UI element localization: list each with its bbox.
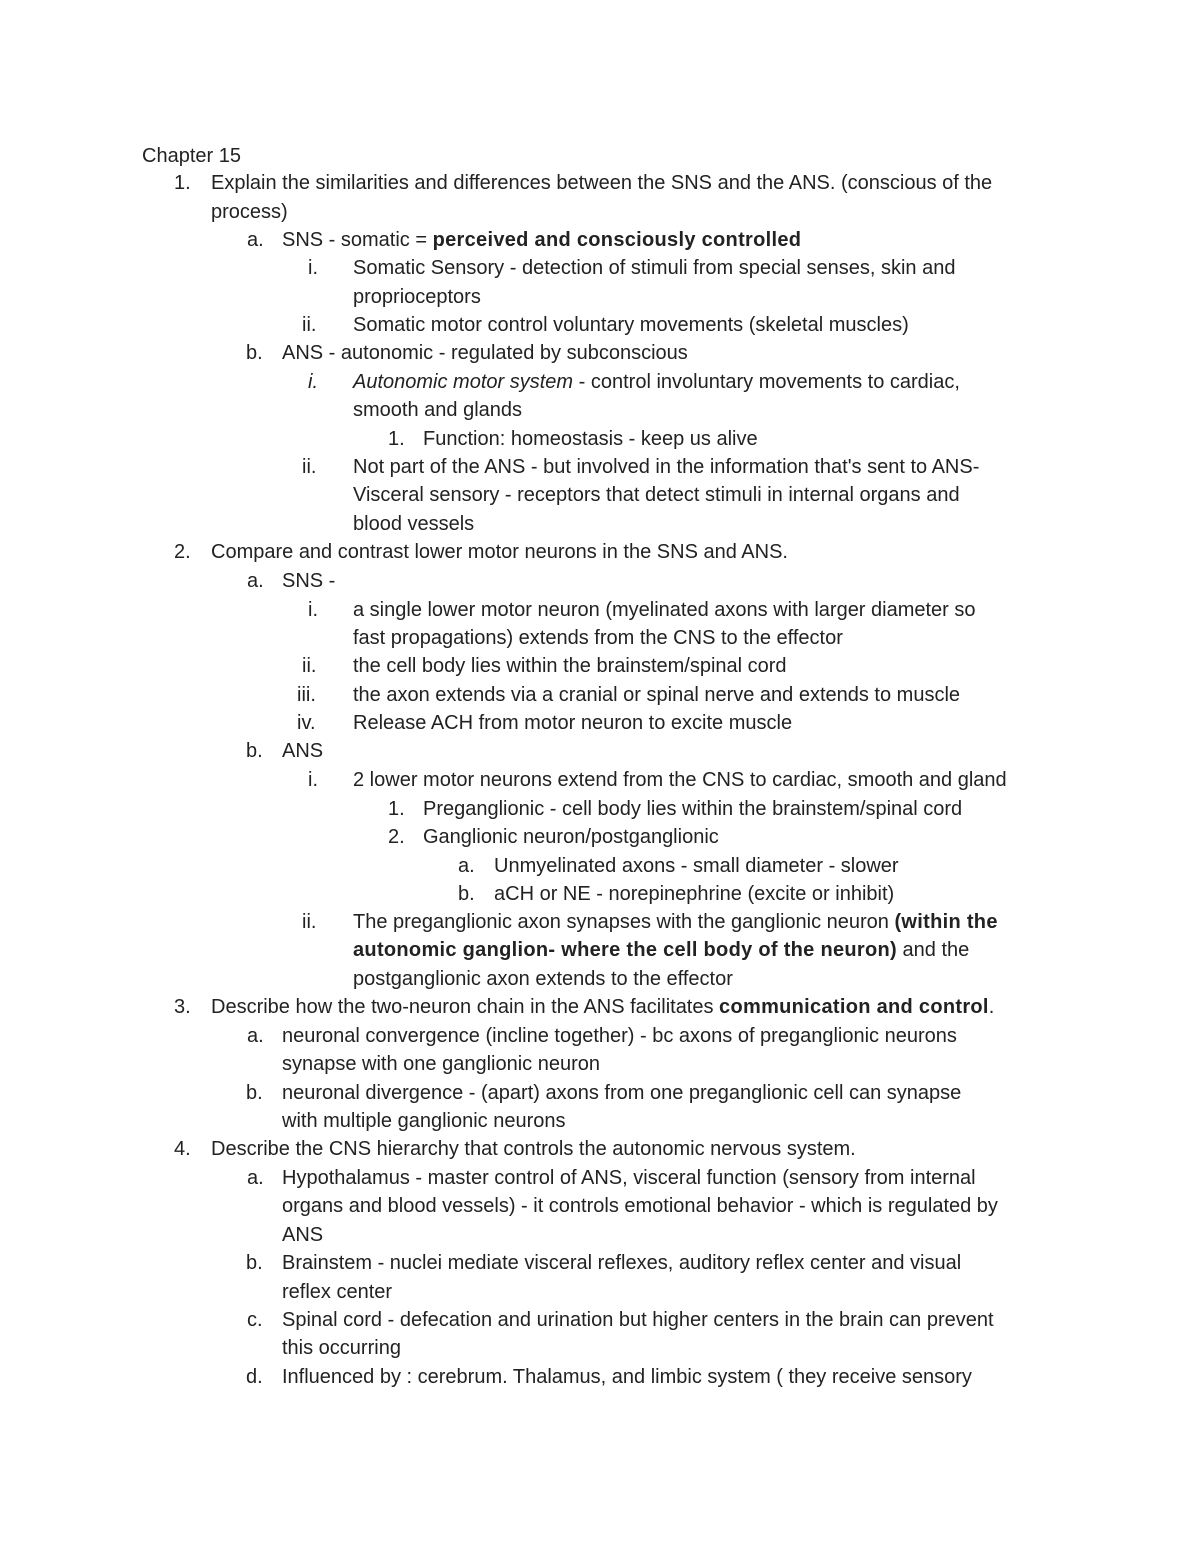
list-item-text: Brainstem - nuclei mediate visceral reflexes, auditory reflex center and visual (282, 1252, 962, 1274)
list-marker: 1. (388, 798, 405, 820)
list-item-text: autonomic ganglion- where the cell body of the neuron) and the (353, 939, 970, 961)
list-item-text: the axon extends via a cranial or spinal nerve and extends to muscle (353, 684, 961, 706)
list-item-text: ANS (282, 1224, 324, 1246)
list-marker: c. (247, 1309, 263, 1331)
list-item-text: Explain the similarities and differences between the SNS and the ANS. (conscious of the (211, 172, 993, 194)
list-item-text: ANS (282, 740, 324, 762)
list-marker: 3. (174, 996, 191, 1018)
list-item-text: process) (211, 201, 288, 223)
list-item-text: SNS - (282, 570, 336, 592)
list-marker: 4. (174, 1138, 191, 1160)
list-item-text: proprioceptors (353, 286, 481, 308)
list-marker: ii. (302, 655, 317, 677)
list-marker: b. (246, 1082, 263, 1104)
list-item-text: Autonomic motor system - control involuntary movements to cardiac, (353, 371, 960, 393)
list-item-text: smooth and glands (353, 399, 523, 421)
list-item-text: Describe the CNS hierarchy that controls the autonomic nervous system. (211, 1138, 856, 1160)
list-marker: ii. (302, 456, 317, 478)
list-item-text: Somatic motor control voluntary movements (skeletal muscles) (353, 314, 909, 336)
list-marker: a. (247, 570, 264, 592)
list-item-text: Visceral sensory - receptors that detect stimuli in internal organs and (353, 484, 960, 506)
list-marker: i. (308, 371, 318, 393)
list-item-text: postganglionic axon extends to the effector (353, 968, 733, 990)
list-item-text: a single lower motor neuron (myelinated axons with larger diameter so (353, 599, 976, 621)
list-marker: iii. (297, 684, 316, 706)
list-marker: 1. (174, 172, 191, 194)
list-item-text: Somatic Sensory - detection of stimuli from special senses, skin and (353, 257, 956, 279)
list-item-text: Compare and contrast lower motor neurons in the SNS and ANS. (211, 541, 788, 563)
list-item-text: neuronal convergence (incline together) - bc axons of preganglionic neurons (282, 1025, 957, 1047)
list-marker: i. (308, 599, 318, 621)
list-item-text: Not part of the ANS - but involved in the information that's sent to ANS- (353, 456, 980, 478)
list-item-text: ANS - autonomic - regulated by subconscious (282, 342, 688, 364)
list-item-text: Unmyelinated axons - small diameter - slower (494, 855, 899, 877)
list-marker: a. (247, 1025, 264, 1047)
list-marker: a. (247, 1167, 264, 1189)
list-item-text: Release ACH from motor neuron to excite muscle (353, 712, 793, 734)
list-marker: b. (458, 883, 475, 905)
list-marker: ii. (302, 314, 317, 336)
list-item-text: neuronal divergence - (apart) axons from one preganglionic cell can synapse (282, 1082, 962, 1104)
page-title: Chapter 15 (142, 145, 241, 167)
list-item-text: Ganglionic neuron/postganglionic (423, 826, 719, 848)
list-marker: b. (246, 740, 263, 762)
list-marker: 1. (388, 428, 405, 450)
list-item-text: SNS - somatic = perceived and consciously controlled (282, 229, 802, 251)
list-item-text: aCH or NE - norepinephrine (excite or inhibit) (494, 883, 895, 905)
list-item-text: with multiple ganglionic neurons (282, 1110, 566, 1132)
list-item-text: Hypothalamus - master control of ANS, visceral function (sensory from internal (282, 1167, 976, 1189)
list-marker: d. (246, 1366, 263, 1388)
list-item-text: organs and blood vessels) - it controls emotional behavior - which is regulated by (282, 1195, 998, 1217)
list-marker: a. (458, 855, 475, 877)
list-item-text: The preganglionic axon synapses with the ganglionic neuron (within the (353, 911, 998, 933)
list-item-text: blood vessels (353, 513, 475, 535)
list-item-text: Spinal cord - defecation and urination but higher centers in the brain can prevent (282, 1309, 994, 1331)
list-marker: a. (247, 229, 264, 251)
list-marker: b. (246, 1252, 263, 1274)
list-marker: 2. (388, 826, 405, 848)
list-marker: i. (308, 257, 318, 279)
list-item-text: Describe how the two-neuron chain in the ANS facilitates communication and control. (211, 996, 995, 1018)
list-marker: b. (246, 342, 263, 364)
list-item-text: this occurring (282, 1337, 401, 1359)
list-item-text: the cell body lies within the brainstem/spinal cord (353, 655, 787, 677)
list-item-text: fast propagations) extends from the CNS to the effector (353, 627, 843, 649)
list-item-text: 2 lower motor neurons extend from the CNS to cardiac, smooth and gland (353, 769, 1007, 791)
list-marker: iv. (297, 712, 316, 734)
list-marker: i. (308, 769, 318, 791)
list-marker: 2. (174, 541, 191, 563)
list-item-text: synapse with one ganglionic neuron (282, 1053, 600, 1075)
list-item-text: reflex center (282, 1281, 393, 1303)
list-marker: ii. (302, 911, 317, 933)
list-item-text: Preganglionic - cell body lies within the brainstem/spinal cord (423, 798, 963, 820)
list-item-text: Influenced by : cerebrum. Thalamus, and limbic system ( they receive sensory (282, 1366, 972, 1388)
list-item-text: Function: homeostasis - keep us alive (423, 428, 758, 450)
